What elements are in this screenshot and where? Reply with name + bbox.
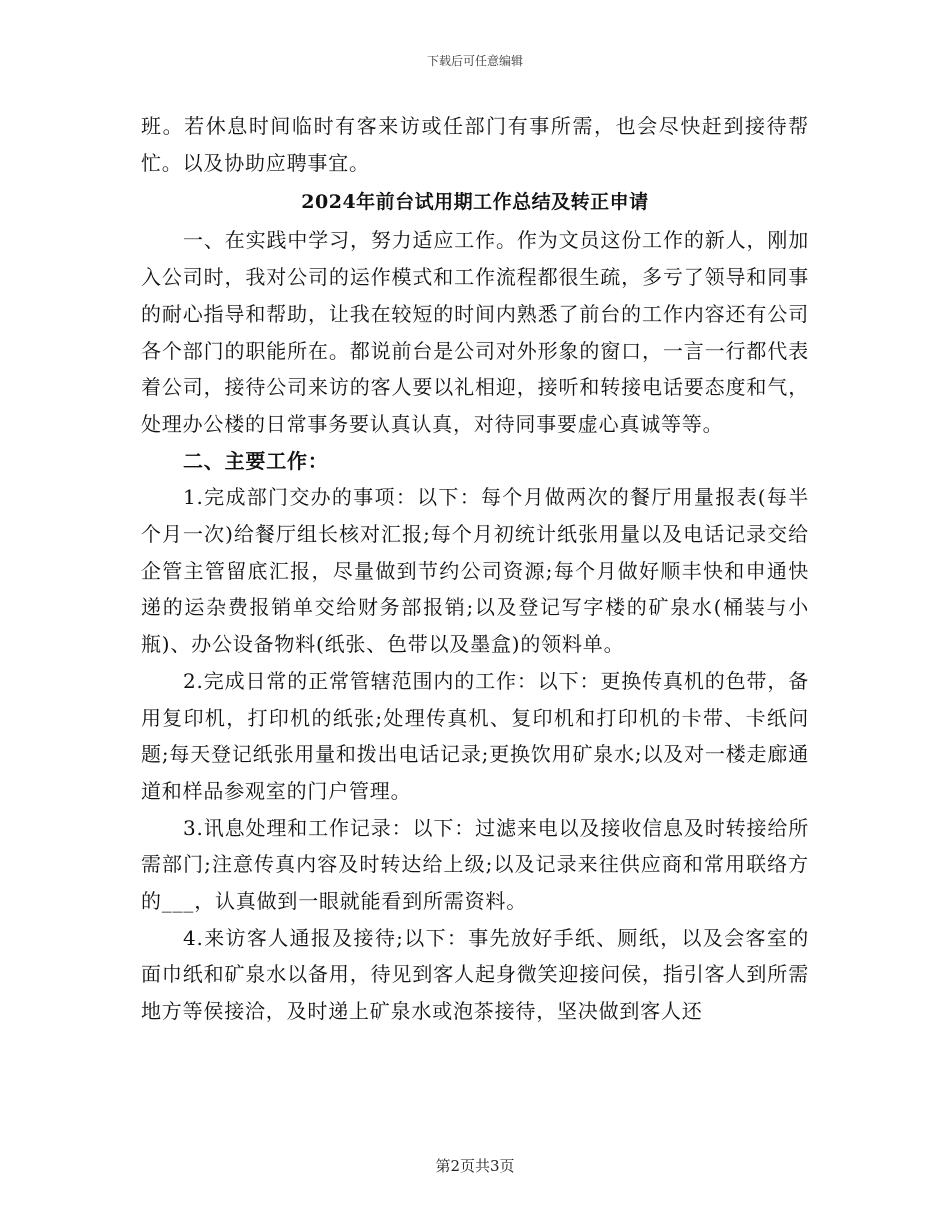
- section-heading-main-work: 二、主要工作：: [183, 448, 329, 473]
- paragraph-continuation: 班。若休息时间临时有客来访或任部门有事所需，也会尽快赶到接待帮忙。以及协助应聘事宜。: [141, 114, 809, 175]
- paragraph-item-3: 3.讯息处理和工作记录：以下：过滤来电以及接收信息及时转接给所需部门;注意传真内容及时转达给上级;以及记录来往供应商和常用联络方的___，认真做到一眼就能看到所需资料。: [141, 815, 809, 914]
- document-title: 2024年前台试用期工作总结及转正申请: [301, 191, 649, 214]
- document-body: [141, 108, 809, 1030]
- paragraph-item-4: 4.来访客人通报及接待;以下：事先放好手纸、厕纸，以及会客室的面巾纸和矿泉水以备用，待见到客人起身微笑迎接问侯，指引客人到所需地方等侯接洽，及时递上矿泉水或泡茶接待，坚决做到客人还: [141, 925, 809, 1024]
- page-header-note: 下载后可任意编辑: [426, 54, 523, 68]
- paragraph-section-one: 一、在实践中学习，努力适应工作。作为文员这份工作的新人，刚加入公司时，我对公司的运作模式和工作流程都很生疏，多亏了领导和同事的耐心指导和帮助，让我在较短的时间内熟悉了前台的工作内容还有公司各个部门的职能所在。都说前台是公司对外形象的窗口，一言一行都代表着公司，接待公司来访的客人要以礼相迎，接听和转接电话要态度和气，处理办公楼的日常事务要认真认真，对待同事要虚心真诚等等。: [141, 228, 809, 436]
- page-number: 第2页共3页: [435, 1157, 515, 1175]
- paragraph-item-1: 1.完成部门交办的事项：以下：每个月做两次的餐厅用量报表(每半个月一次)给餐厅组长核对汇报;每个月初统计纸张用量以及电话记录交给企管主管留底汇报，尽量做到节约公司资源;每个月做好顺丰快和申通快递的运杂费报销单交给财务部报销;以及登记写字楼的矿泉水(桶装与小瓶)、办公设备物料(纸张、色带以及墨盒)的领料单。: [141, 485, 809, 657]
- paragraph-item-2: 2.完成日常的正常管辖范围内的工作：以下：更换传真机的色带，备用复印机，打印机的纸张;处理传真机、复印机和打印机的卡带、卡纸问题;每天登记纸张用量和拨出电话记录;更换饮用矿泉水;以及对一楼走廊通道和样品参观室的门户管理。: [141, 668, 809, 803]
